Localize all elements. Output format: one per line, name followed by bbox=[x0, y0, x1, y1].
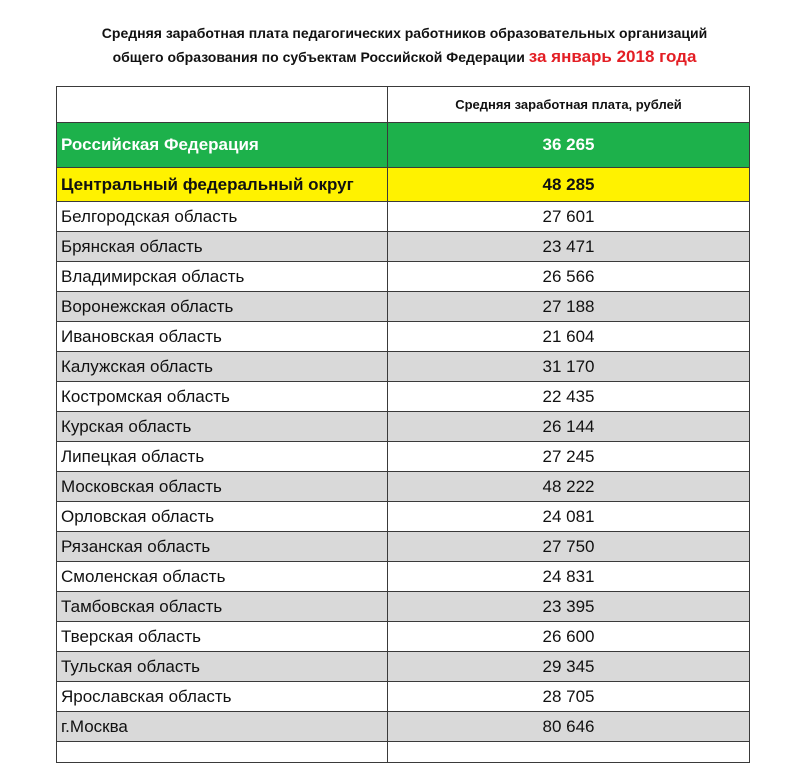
region-name: Тульская область bbox=[57, 652, 388, 682]
region-value: 26 144 bbox=[388, 412, 750, 442]
table-header-row bbox=[57, 87, 750, 123]
region-name: Ивановская область bbox=[57, 322, 388, 352]
region-name: Московская область bbox=[57, 472, 388, 502]
table-row bbox=[57, 682, 750, 712]
region-value: 27 245 bbox=[388, 442, 750, 472]
header-empty-cell bbox=[57, 87, 388, 123]
region-value: 26 566 bbox=[388, 262, 750, 292]
region-name: Белгородская область bbox=[57, 202, 388, 232]
region-name: Тверская область bbox=[57, 622, 388, 652]
region-value: 48 222 bbox=[388, 472, 750, 502]
title-line-1: Средняя заработная плата педагогических работников образовательных организаций bbox=[101, 25, 708, 41]
region-name: Калужская область bbox=[57, 352, 388, 382]
table-row bbox=[57, 262, 750, 292]
table-row bbox=[57, 442, 750, 472]
region-value: 26 600 bbox=[388, 622, 750, 652]
region-value: 27 750 bbox=[388, 532, 750, 562]
column-header-salary: Средняя заработная плата, рублей bbox=[388, 87, 750, 123]
region-name: Липецкая область bbox=[57, 442, 388, 472]
table-row bbox=[57, 562, 750, 592]
table-row bbox=[57, 202, 750, 232]
region-value: 24 081 bbox=[388, 502, 750, 532]
district-value: 48 285 bbox=[388, 168, 750, 202]
district-row bbox=[57, 168, 750, 202]
empty-cell bbox=[388, 742, 750, 763]
region-value: 29 345 bbox=[388, 652, 750, 682]
region-name: Курская область bbox=[57, 412, 388, 442]
table-row bbox=[57, 412, 750, 442]
title-period-highlight: за январь 2018 года bbox=[528, 47, 697, 66]
title-line-2-text: общего образования по субъектам Российской Федерации bbox=[112, 49, 525, 65]
region-value: 21 604 bbox=[388, 322, 750, 352]
table-row bbox=[57, 232, 750, 262]
table-row bbox=[57, 382, 750, 412]
federation-value: 36 265 bbox=[388, 123, 750, 168]
region-value: 28 705 bbox=[388, 682, 750, 712]
title-line-2 bbox=[0, 45, 809, 69]
region-value: 27 188 bbox=[388, 292, 750, 322]
table-row-empty bbox=[57, 742, 750, 763]
region-name: Рязанская область bbox=[57, 532, 388, 562]
table-row bbox=[57, 622, 750, 652]
federation-name: Российская Федерация bbox=[57, 123, 388, 168]
table-row bbox=[57, 712, 750, 742]
table-row bbox=[57, 352, 750, 382]
region-name: Воронежская область bbox=[57, 292, 388, 322]
region-value: 80 646 bbox=[388, 712, 750, 742]
region-name: Владимирская область bbox=[57, 262, 388, 292]
region-value: 23 471 bbox=[388, 232, 750, 262]
salary-table bbox=[56, 86, 750, 763]
federation-row bbox=[57, 123, 750, 168]
region-value: 27 601 bbox=[388, 202, 750, 232]
region-name: Смоленская область bbox=[57, 562, 388, 592]
table-row bbox=[57, 292, 750, 322]
table-row bbox=[57, 532, 750, 562]
region-value: 22 435 bbox=[388, 382, 750, 412]
page-title bbox=[0, 22, 809, 69]
empty-cell bbox=[57, 742, 388, 763]
region-name: г.Москва bbox=[57, 712, 388, 742]
district-name: Центральный федеральный округ bbox=[57, 168, 388, 202]
region-name: Костромская область bbox=[57, 382, 388, 412]
salary-table-body bbox=[57, 87, 750, 763]
region-name: Орловская область bbox=[57, 502, 388, 532]
region-value: 24 831 bbox=[388, 562, 750, 592]
region-name: Тамбовская область bbox=[57, 592, 388, 622]
table-row bbox=[57, 502, 750, 532]
table-row bbox=[57, 472, 750, 502]
region-value: 23 395 bbox=[388, 592, 750, 622]
region-value: 31 170 bbox=[388, 352, 750, 382]
table-row bbox=[57, 592, 750, 622]
region-name: Брянская область bbox=[57, 232, 388, 262]
table-row bbox=[57, 652, 750, 682]
region-name: Ярославская область bbox=[57, 682, 388, 712]
table-row bbox=[57, 322, 750, 352]
